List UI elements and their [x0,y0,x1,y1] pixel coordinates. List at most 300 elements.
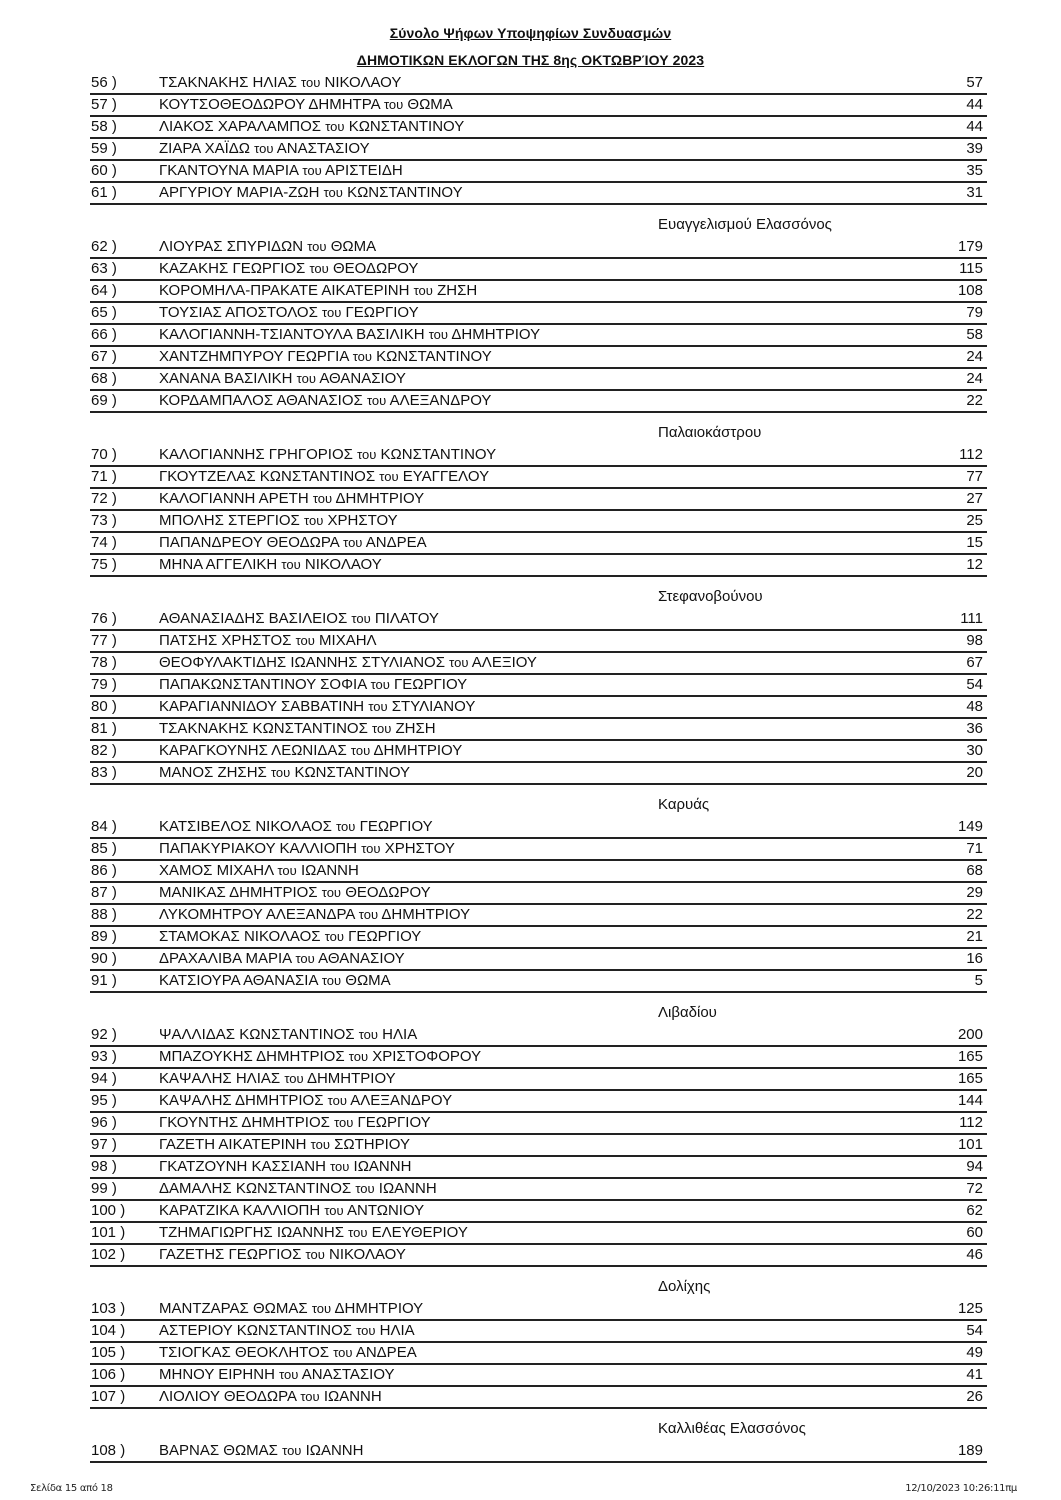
father-name: ΧΡΗΣΤΟΥ [384,840,455,857]
vote-count: 57 [966,74,983,91]
candidate-name [159,1179,437,1199]
candidate-row [90,1245,987,1267]
candidate-name [159,325,540,345]
father-name: ΚΩΝΣΤΑΝΤΙΝΟΥ [380,446,497,463]
candidate-number: 80 ) [91,698,117,715]
candidate-row [90,369,987,391]
candidate-name [159,467,489,487]
candidate-row [90,1091,987,1113]
candidate-fullname: ΤΣΑΚΝΑΚΗΣ ΚΩΝΣΤΑΝΤΙΝΟΣ [159,720,368,737]
candidate-votes-list [90,73,987,1463]
vote-count: 44 [966,96,983,113]
of-father-label: του [321,885,342,900]
father-name: ΙΩΑΝΝΗ [323,1388,382,1405]
candidate-number: 73 ) [91,512,117,529]
father-name: ΑΘΑΝΑΣΙΟΥ [319,370,406,387]
father-name: ΑΝΔΡΕΑ [355,1344,417,1361]
of-father-label: του [351,611,371,626]
candidate-row [90,139,987,161]
candidate-fullname: ΛΙΟΥΡΑΣ ΣΠΥΡΙΔΩΝ [159,238,304,255]
candidate-number: 94 ) [91,1070,117,1087]
candidate-name [159,1223,468,1243]
father-name: ΑΝΤΩΝΙΟΥ [347,1202,425,1219]
of-father-label: του [428,327,449,342]
candidate-fullname: ΠΑΤΣΗΣ ΧΡΗΣΤΟΣ [159,632,292,649]
candidate-row [90,697,987,719]
father-name: ΖΗΣΗ [395,720,436,737]
candidate-number: 68 ) [91,370,117,387]
candidate-fullname: ΤΟΥΣΙΑΣ ΑΠΟΣΤΟΛΟΣ [159,304,318,321]
candidate-row [90,905,987,927]
candidate-name [159,1113,431,1133]
father-name: ΑΡΙΣΤΕΙΔΗ [325,162,403,179]
candidate-fullname: ΖΙΑΡΑ ΧΑΪΔΩ [159,140,250,157]
father-name: ΙΩΑΝΝΗ [353,1158,412,1175]
of-father-label: του [323,185,343,200]
of-father-label: του [368,699,388,714]
father-name: ΑΝΔΡΕΑ [365,534,427,551]
vote-count: 112 [959,1114,983,1131]
father-name: ΓΕΩΡΓΙΟΥ [345,304,419,321]
candidate-name [159,1025,417,1045]
vote-count: 98 [966,632,983,649]
candidate-row [90,183,987,205]
vote-count: 94 [966,1158,983,1175]
candidate-number: 108 ) [91,1442,126,1459]
candidate-fullname: ΓΚΟΥΤΖΕΛΑΣ ΚΩΝΣΤΑΝΤΙΝΟΣ [159,468,376,485]
candidate-number: 107 ) [91,1388,126,1405]
father-name: ΓΕΩΡΓΙΟΥ [357,1114,431,1131]
father-name: ΝΙΚΟΛΑΟΥ [304,556,382,573]
father-name: ΙΩΑΝΝΗ [300,862,359,879]
of-father-label: του [366,393,387,408]
candidate-row [90,719,987,741]
candidate-fullname: ΓΑΖΕΤΗΣ ΓΕΩΡΓΙΟΣ [159,1246,302,1263]
of-father-label: του [310,1137,330,1152]
candidate-row [90,609,987,631]
candidate-number: 69 ) [91,392,117,409]
father-name: ΔΗΜΗΤΡΙΟΥ [334,1300,424,1317]
vote-count: 165 [957,1070,983,1087]
candidate-row [90,763,987,785]
vote-count: 125 [957,1300,983,1317]
candidate-name [159,303,419,323]
group-header-label: Καλλιθέας Ελασσόνος [658,1420,806,1437]
of-father-label: του [355,1181,375,1196]
vote-count: 31 [966,184,983,201]
of-father-label: του [305,1247,325,1262]
candidate-name [159,697,475,717]
father-name: ΘΩΜΑ [407,96,453,113]
group-header-label: Λιβαδίου [658,1004,717,1021]
vote-count: 60 [966,1224,983,1241]
candidate-fullname: ΚΑΛΟΓΙΑΝΝΗΣ ΓΡΗΓΟΡΙΟΣ [159,446,353,463]
candidate-row [90,1069,987,1091]
candidate-fullname: ΓΚΑΝΤΟΥΝΑ ΜΑΡΙΑ [159,162,299,179]
candidate-name [159,183,463,203]
candidate-number: 88 ) [91,906,117,923]
candidate-row [90,653,987,675]
candidate-name [159,259,418,279]
vote-count: 15 [966,534,983,551]
candidate-name [159,839,455,859]
candidate-number: 105 ) [91,1344,126,1361]
candidate-number: 58 ) [91,118,117,135]
vote-count: 179 [957,238,983,255]
of-father-label: του [361,841,381,856]
candidate-row [90,1157,987,1179]
candidate-number: 67 ) [91,348,117,365]
candidate-fullname: ΨΑΛΛΙΔΑΣ ΚΩΝΣΤΑΝΤΙΝΟΣ [159,1026,355,1043]
candidate-fullname: ΜΑΝΤΖΑΡΑΣ ΘΩΜΑΣ [159,1300,308,1317]
father-name: ΕΥΑΓΓΕΛΟΥ [402,468,490,485]
vote-count: 30 [966,742,983,759]
candidate-row [90,1441,987,1463]
candidate-fullname: ΤΣΙΟΓΚΑΣ ΘΕΟΚΛΗΤΟΣ [159,1344,330,1361]
candidate-name [159,139,370,159]
candidate-number: 90 ) [91,950,117,967]
of-father-label: του [321,973,342,988]
father-name: ΑΝΑΣΤΑΣΙΟΥ [301,1366,395,1383]
candidate-number: 98 ) [91,1158,117,1175]
candidate-name [159,555,382,575]
of-father-label: του [449,655,469,670]
candidate-name [159,905,470,925]
candidate-number: 64 ) [91,282,117,299]
candidate-name [159,1343,417,1363]
candidate-number: 82 ) [91,742,117,759]
father-name: ΙΩΑΝΝΗ [305,1442,364,1459]
candidate-row [90,1365,987,1387]
of-father-label: του [350,743,371,758]
candidate-name [159,281,477,301]
father-name: ΔΗΜΗΤΡΙΟΥ [373,742,463,759]
candidate-row [90,1047,987,1069]
father-name: ΘΩΜΑ [330,238,377,255]
group-header-label: Καρυάς [658,796,710,813]
candidate-number: 91 ) [91,972,117,989]
candidate-fullname: ΛΙΑΚΟΣ ΧΑΡΑΛΑΜΠΟΣ [159,118,322,135]
candidate-fullname: ΓΑΖΕΤΗ ΑΙΚΑΤΕΡΙΝΗ [159,1136,307,1153]
candidate-row [90,303,987,325]
father-name: ΑΛΕΞΑΝΔΡΟΥ [389,392,492,409]
candidate-number: 99 ) [91,1180,117,1197]
candidate-row [90,237,987,259]
page-number: Σελίδα 15 από 18 [30,1483,113,1494]
candidate-name [159,391,491,411]
candidate-row [90,347,987,369]
father-name: ΘΕΟΔΩΡΟΥ [345,884,431,901]
candidate-row [90,467,987,489]
father-name: ΖΗΣΗ [437,282,478,299]
candidate-number: 92 ) [91,1026,117,1043]
candidate-fullname: ΓΚΑΤΖΟΥΝΗ ΚΑΣΣΙΑΝΗ [159,1158,326,1175]
of-father-label: του [282,1443,302,1458]
father-name: ΓΕΩΡΓΙΟΥ [394,676,468,693]
candidate-row [90,259,987,281]
group-header-label: Δολίχης [658,1278,711,1295]
candidate-name [159,675,467,695]
candidate-number: 95 ) [91,1092,117,1109]
candidate-fullname: ΚΑΡΑΓΙΑΝΝΙΔΟΥ ΣΑΒΒΑΤΙΝΗ [159,698,365,715]
candidate-row [90,1113,987,1135]
candidate-fullname: ΤΣΑΚΝΑΚΗΣ ΗΛΙΑΣ [159,74,297,91]
candidate-number: 93 ) [91,1048,117,1065]
father-name: ΓΕΩΡΓΙΟΥ [348,928,422,945]
vote-count: 46 [966,1246,983,1263]
vote-count: 35 [966,162,983,179]
father-name: ΕΛΕΥΘΕΡΙΟΥ [371,1224,468,1241]
of-father-label: του [279,1367,299,1382]
of-father-label: του [300,1389,320,1404]
vote-count: 165 [957,1048,983,1065]
candidate-row [90,325,987,347]
candidate-name [159,1157,411,1177]
candidate-fullname: ΠΑΠΑΚΥΡΙΑΚΟΥ ΚΑΛΛΙΟΠΗ [159,840,358,857]
candidate-number: 56 ) [91,74,117,91]
of-father-label: του [333,1345,353,1360]
candidate-row [90,839,987,861]
candidate-name [159,1299,423,1319]
vote-count: 58 [966,326,983,343]
candidate-row [90,533,987,555]
father-name: ΙΩΑΝΝΗ [378,1180,437,1197]
of-father-label: του [307,239,327,254]
candidate-number: 76 ) [91,610,117,627]
of-father-label: του [295,951,315,966]
vote-count: 200 [957,1026,983,1043]
vote-count: 68 [966,862,983,879]
father-name: ΝΙΚΟΛΑΟΥ [324,74,402,91]
of-father-label: του [372,721,392,736]
candidate-row [90,1223,987,1245]
of-father-label: του [281,557,301,572]
of-father-label: του [334,1115,354,1130]
father-name: ΔΗΜΗΤΡΙΟΥ [306,1070,396,1087]
vote-count: 62 [966,1202,983,1219]
candidate-row [90,1201,987,1223]
candidate-number: 77 ) [91,632,117,649]
candidate-row [90,511,987,533]
father-name: ΣΤΥΛΙΑΝΟΥ [391,698,476,715]
candidate-fullname: ΜΗΝΟΥ ΕΙΡΗΝΗ [159,1366,275,1383]
vote-count: 72 [966,1180,983,1197]
candidate-name [159,369,406,389]
candidate-fullname: ΚΟΡΔΑΜΠΑΛΟΣ ΑΘΑΝΑΣΙΟΣ [159,392,363,409]
candidate-number: 79 ) [91,676,117,693]
candidate-fullname: ΚΑΡΑΓΚΟΥΝΗΣ ΛΕΩΝΙΔΑΣ [159,742,347,759]
candidate-fullname: ΚΑΡΑΤΖΙΚΑ ΚΑΛΛΙΟΠΗ [159,1202,321,1219]
of-father-label: του [325,119,345,134]
vote-count: 71 [966,840,983,857]
of-father-label: του [302,163,322,178]
group-header [90,205,987,237]
father-name: ΜΙΧΑΗΛ [319,632,377,649]
father-name: ΑΛΕΞΙΟΥ [471,654,537,671]
candidate-row [90,971,987,993]
vote-count: 41 [966,1366,983,1383]
candidate-name [159,1441,363,1461]
candidate-number: 75 ) [91,556,117,573]
candidate-number: 84 ) [91,818,117,835]
candidate-name [159,489,424,509]
vote-count: 79 [966,304,983,321]
of-father-label: του [296,371,316,386]
father-name: ΓΕΩΡΓΙΟΥ [359,818,433,835]
of-father-label: του [358,907,379,922]
candidate-number: 103 ) [91,1300,126,1317]
candidate-fullname: ΚΑΤΣΙΒΕΛΟΣ ΝΙΚΟΛΑΟΣ [159,818,332,835]
vote-count: 22 [966,906,983,923]
of-father-label: του [304,513,324,528]
vote-count: 24 [966,348,983,365]
father-name: ΔΗΜΗΤΡΙΟΥ [335,490,425,507]
candidate-fullname: ΤΖΗΜΑΓΙΩΡΓΗΣ ΙΩΑΝΝΗΣ [159,1224,344,1241]
father-name: ΘΩΜΑ [345,972,391,989]
candidate-name [159,883,431,903]
father-name: ΠΙΛΑΤΟΥ [374,610,439,627]
candidate-row [90,281,987,303]
candidate-number: 70 ) [91,446,117,463]
group-header-label: Παλαιοκάστρου [658,424,762,441]
candidate-row [90,445,987,467]
candidate-number: 104 ) [91,1322,126,1339]
of-father-label: του [309,261,329,276]
candidate-fullname: ΧΑΝΑΝΑ ΒΑΣΙΛΙΚΗ [159,370,293,387]
vote-count: 115 [959,260,983,277]
candidate-name [159,237,376,257]
of-father-label: του [301,75,321,90]
candidate-number: 86 ) [91,862,117,879]
of-father-label: του [311,1301,332,1316]
candidate-fullname: ΛΥΚΟΜΗΤΡΟΥ ΑΛΕΞΑΝΔΡΑ [159,906,355,923]
father-name: ΧΡΗΣΤΟΥ [327,512,398,529]
candidate-name [159,861,359,881]
vote-count: 144 [957,1092,983,1109]
candidate-name [159,347,492,367]
of-father-label: του [327,1093,347,1108]
candidate-row [90,883,987,905]
candidate-row [90,1025,987,1047]
vote-count: 16 [966,950,983,967]
candidate-number: 102 ) [91,1246,126,1263]
candidate-name [159,609,439,629]
candidate-name [159,653,537,673]
candidate-row [90,949,987,971]
candidate-fullname: ΑΣΤΕΡΙΟΥ ΚΩΝΣΤΑΝΤΙΝΟΣ [159,1322,353,1339]
candidate-row [90,675,987,697]
father-name: ΚΩΝΣΤΑΝΤΙΝΟΥ [376,348,492,365]
candidate-row [90,161,987,183]
candidate-name [159,1365,395,1385]
of-father-label: του [312,491,333,506]
candidate-number: 89 ) [91,928,117,945]
candidate-name [159,1201,424,1221]
candidate-fullname: ΑΘΑΝΑΣΙΑΔΗΣ ΒΑΣΙΛΕΙΟΣ [159,610,348,627]
candidate-number: 85 ) [91,840,117,857]
candidate-fullname: ΚΟΥΤΣΟΘΕΟΔΩΡΟΥ ΔΗΜΗΤΡΑ [159,96,380,113]
candidate-number: 97 ) [91,1136,117,1153]
vote-count: 54 [966,676,983,693]
group-header [90,413,987,445]
candidate-name [159,971,391,991]
candidate-number: 100 ) [91,1202,126,1219]
candidate-row [90,927,987,949]
candidate-name [159,719,436,739]
vote-count: 20 [966,764,983,781]
candidate-number: 96 ) [91,1114,117,1131]
candidate-number: 71 ) [91,468,117,485]
vote-count: 44 [966,118,983,135]
of-father-label: του [336,819,356,834]
candidate-number: 83 ) [91,764,117,781]
vote-count: 108 [957,282,983,299]
candidate-row [90,489,987,511]
document-title: Σύνολο Ψήφων Υποψηφίων Συνδυασμών [389,25,672,41]
of-father-label: του [383,97,404,112]
candidate-number: 57 ) [91,96,117,113]
vote-count: 48 [966,698,983,715]
candidate-row [90,1135,987,1157]
candidate-fullname: ΑΡΓΥΡΙΟΥ ΜΑΡΙΑ-ΖΩΗ [159,184,320,201]
candidate-fullname: ΜΠΟΛΗΣ ΣΤΕΡΓΙΟΣ [159,512,300,529]
of-father-label: του [254,141,274,156]
candidate-fullname: ΚΑΤΣΙΟΥΡΑ ΑΘΑΝΑΣΙΑ [159,972,318,989]
candidate-number: 78 ) [91,654,117,671]
candidate-fullname: ΒΑΡΝΑΣ ΘΩΜΑΣ [159,1442,278,1459]
vote-count: 101 [957,1136,983,1153]
candidate-fullname: ΧΑΜΟΣ ΜΙΧΑΗΛ [159,862,274,879]
father-name: ΚΩΝΣΤΑΝΤΙΝΟΥ [294,764,411,781]
father-name: ΝΙΚΟΛΑΟΥ [329,1246,406,1263]
of-father-label: του [277,863,297,878]
candidate-name [159,631,377,651]
candidate-fullname: ΜΑΝΟΣ ΖΗΣΗΣ [159,764,267,781]
candidate-number: 74 ) [91,534,117,551]
vote-count: 25 [966,512,983,529]
group-header [90,993,987,1025]
candidate-row [90,861,987,883]
candidate-row [90,1179,987,1201]
vote-count: 12 [966,556,983,573]
vote-count: 111 [960,610,983,627]
candidate-name [159,511,398,531]
candidate-fullname: ΧΑΝΤΖΗΜΠΥΡΟΥ ΓΕΩΡΓΙΑ [159,348,349,365]
candidate-name [159,73,401,93]
candidate-fullname: ΔΑΜΑΛΗΣ ΚΩΝΣΤΑΝΤΙΝΟΣ [159,1180,352,1197]
vote-count: 36 [966,720,983,737]
candidate-row [90,1299,987,1321]
candidate-number: 63 ) [91,260,117,277]
candidate-fullname: ΛΙΟΛΙΟΥ ΘΕΟΔΩΡΑ [159,1388,297,1405]
candidate-fullname: ΜΠΑΖΟΥΚΗΣ ΔΗΜΗΤΡΙΟΣ [159,1048,345,1065]
candidate-number: 60 ) [91,162,117,179]
father-name: ΧΡΙΣΤΟΦΟΡΟΥ [372,1048,482,1065]
of-father-label: του [352,349,372,364]
of-father-label: του [270,765,291,780]
vote-count: 5 [974,972,983,989]
of-father-label: του [348,1225,368,1240]
candidate-name [159,1245,406,1265]
candidate-name [159,1069,396,1089]
of-father-label: του [330,1159,350,1174]
candidate-fullname: ΠΑΠΑΚΩΝΣΤΑΝΤΙΝΟΥ ΣΟΦΙΑ [159,676,367,693]
candidate-row [90,1387,987,1409]
of-father-label: του [413,283,433,298]
candidate-number: 81 ) [91,720,117,737]
of-father-label: του [348,1049,369,1064]
candidate-fullname: ΘΕΟΦΥΛΑΚΤΙΔΗΣ ΙΩΑΝΝΗΣ ΣΤΥΛΙΑΝΟΣ [159,654,445,671]
